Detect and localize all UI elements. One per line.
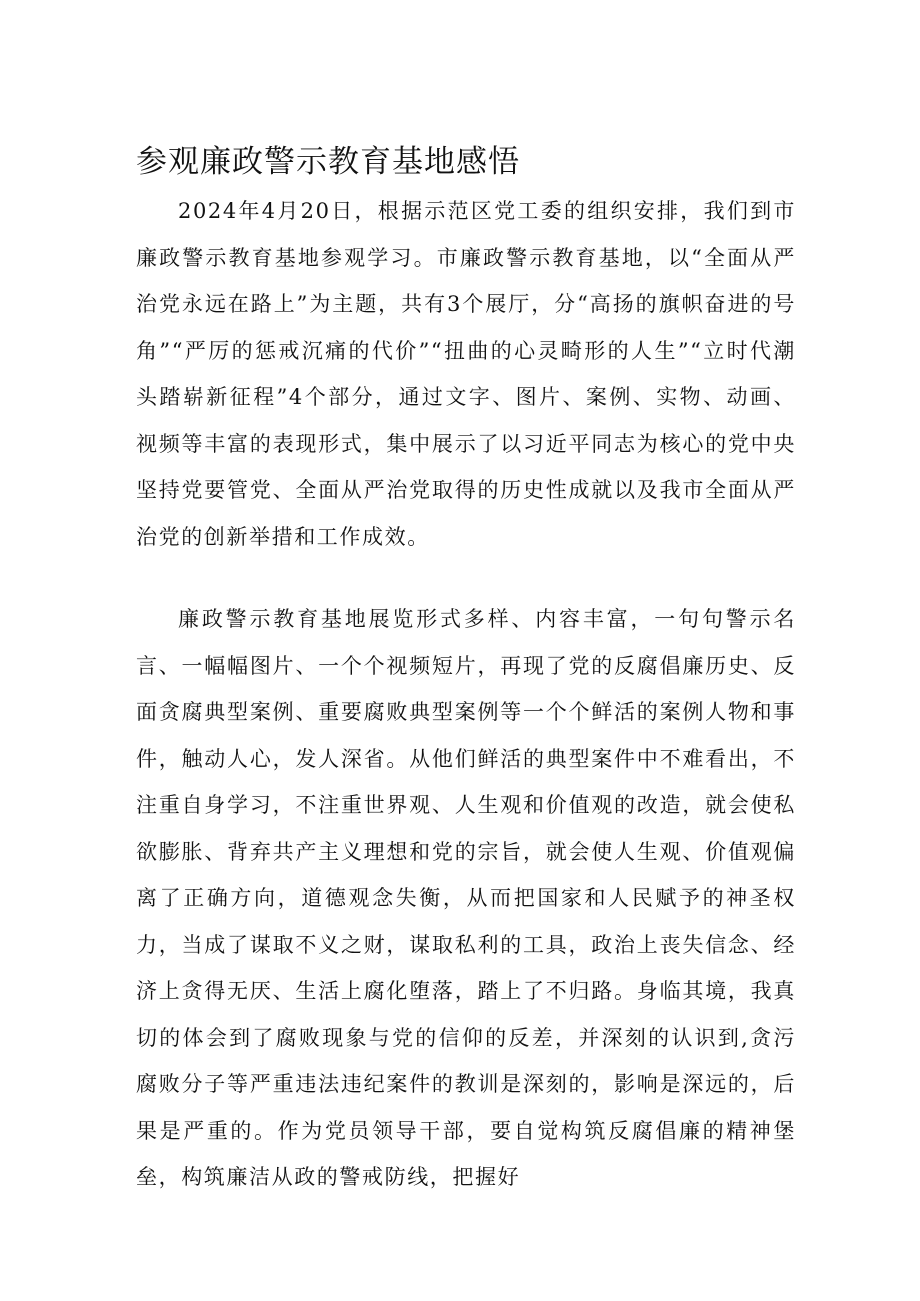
document-title: 参观廉政警示教育基地感悟: [136, 144, 520, 180]
paragraph-2: 廉政警示教育基地展览形式多样、内容丰富，一句句警示名言、一幅幅图片、一个个视频短片，再现了党的反腐倡廉历史、反面贪腐典型案例、重要腐败典型案例等一个个鲜活的案例人物和事件，触动人心，发人深省。从他们鲜活的典型案件中不难看出，不注重自身学习，不注重世界观、人生观和价值观的改造，就会使私欲膨胀、背弃共产主义理想和党的宗旨，就会使人生观、价值观偏离了正确方向，道德观念失衡，从而把国家和人民赋予的神圣权力，当成了谋取不义之财，谋取私利的工具，政治上丧失信念、经济上贪得无厌、生活上腐化堕落，踏上了不归路。身临其境，我真切的体会到了腐败现象与党的信仰的反差，并深刻的认识到,贪污腐败分子等严重违法违纪案件的教训是深刻的，影响是深远的，后果是严重的。作为党员领导干部，要自觉构筑反腐倡廉的精神堡垒，构筑廉洁从政的警戒防线，把握好: [136, 607, 796, 1189]
paragraph-1: 2024年4月20日，根据示范区党工委的组织安排，我们到市廉政警示教育基地参观学习。市廉政警示教育基地，以“全面从严治党永远在路上”为主题，共有3个展厅，分“高扬的旗帜奋进的号角”“严厉的惩戒沉痛的代价”“扭曲的心灵畸形的人生”“立时代潮头踏崭新征程”4个部分，通过文字、图片、案例、实物、动画、视频等丰富的表现形式，集中展示了以习近平同志为核心的党中央坚持党要管党、全面从严治党取得的历史性成就以及我市全面从严治党的创新举措和工作成效。: [136, 199, 796, 549]
